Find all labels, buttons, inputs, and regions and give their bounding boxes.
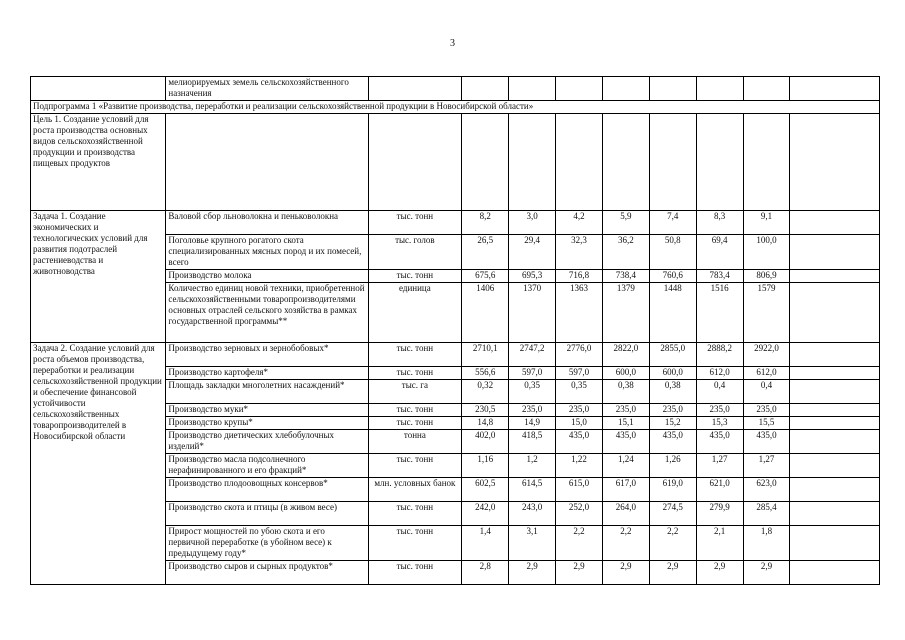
- value-cell: 0,38: [649, 380, 696, 404]
- value-cell: 2,9: [602, 561, 649, 585]
- indicator-cell: Производство муки*: [166, 404, 368, 417]
- value-cell: 69,4: [696, 235, 743, 270]
- value-cell: 2,1: [696, 526, 743, 561]
- value-cell: [509, 114, 556, 211]
- indicator-cell: Количество единиц новой техники, приобретенной сельскохозяйственными товаропроизводителями основных отраслей сельского хозяйства в рамках государственной программы**: [166, 283, 368, 343]
- value-cell: 783,4: [696, 270, 743, 283]
- value-cell: [790, 404, 880, 417]
- value-cell: [602, 77, 649, 101]
- unit-cell: [368, 114, 462, 211]
- value-cell: 5,9: [602, 211, 649, 235]
- value-cell: [790, 211, 880, 235]
- value-cell: 1,26: [649, 454, 696, 478]
- value-cell: 760,6: [649, 270, 696, 283]
- value-cell: 100,0: [743, 235, 790, 270]
- value-cell: 1363: [556, 283, 603, 343]
- value-cell: 435,0: [743, 430, 790, 454]
- value-cell: 2,2: [556, 526, 603, 561]
- value-cell: 0,4: [696, 380, 743, 404]
- value-cell: 235,0: [602, 404, 649, 417]
- value-cell: 235,0: [696, 404, 743, 417]
- value-cell: 619,0: [649, 478, 696, 502]
- value-cell: 675,6: [462, 270, 509, 283]
- indicator-cell: Прирост мощностей по убою скота и его первичной переработке (в убойном весе) к предыдущему году*: [166, 526, 368, 561]
- value-cell: 2,2: [649, 526, 696, 561]
- value-cell: 600,0: [649, 367, 696, 380]
- table-row: [31, 343, 880, 367]
- value-cell: 1516: [696, 283, 743, 343]
- value-cell: [790, 478, 880, 502]
- value-cell: 4,2: [556, 211, 603, 235]
- value-cell: 2855,0: [649, 343, 696, 367]
- value-cell: 600,0: [602, 367, 649, 380]
- value-cell: 1,24: [602, 454, 649, 478]
- value-cell: 50,8: [649, 235, 696, 270]
- value-cell: [649, 77, 696, 101]
- indicator-cell: Производство молока: [166, 270, 368, 283]
- value-cell: 435,0: [649, 430, 696, 454]
- value-cell: [790, 270, 880, 283]
- task-cell: [31, 77, 166, 101]
- indicator-cell: Производство скота и птицы (в живом весе): [166, 502, 368, 526]
- indicator-cell: Площадь закладки многолетних насаждений*: [166, 380, 368, 404]
- table-row: [31, 211, 880, 235]
- unit-cell: тыс. тонн: [368, 526, 462, 561]
- value-cell: 556,6: [462, 367, 509, 380]
- value-cell: 806,9: [743, 270, 790, 283]
- value-cell: 1,8: [743, 526, 790, 561]
- value-cell: 2,2: [602, 526, 649, 561]
- task-cell: Задача 1. Создание экономических и технологических условий для развития подотраслей растениеводства и животноводства: [31, 211, 166, 343]
- task-cell: Задача 2. Создание условий для роста объемов производства, переработки и реализации сельскохозяйственной продукции и обеспечение финансовой устойчивости сельскохозяйственных товаропроизводителей в Новосибирской области: [31, 343, 166, 585]
- indicator-cell: Валовой сбор льноволокна и пеньковолокна: [166, 211, 368, 235]
- indicators-table: [30, 76, 880, 585]
- value-cell: [790, 430, 880, 454]
- value-cell: 8,2: [462, 211, 509, 235]
- value-cell: 0,4: [743, 380, 790, 404]
- unit-cell: тыс. тонн: [368, 561, 462, 585]
- value-cell: [743, 114, 790, 211]
- value-cell: 738,4: [602, 270, 649, 283]
- indicator-cell: Производство крупы*: [166, 417, 368, 430]
- unit-cell: тыс. тонн: [368, 343, 462, 367]
- value-cell: 3,0: [509, 211, 556, 235]
- value-cell: 9,1: [743, 211, 790, 235]
- value-cell: [462, 77, 509, 101]
- unit-cell: тыс. тонн: [368, 454, 462, 478]
- value-cell: [649, 114, 696, 211]
- value-cell: 230,5: [462, 404, 509, 417]
- value-cell: 1379: [602, 283, 649, 343]
- value-cell: [509, 77, 556, 101]
- indicator-cell: Производство картофеля*: [166, 367, 368, 380]
- unit-cell: тыс. га: [368, 380, 462, 404]
- value-cell: 1,27: [743, 454, 790, 478]
- value-cell: [790, 526, 880, 561]
- value-cell: [790, 367, 880, 380]
- value-cell: [696, 77, 743, 101]
- unit-cell: тыс. тонн: [368, 211, 462, 235]
- value-cell: 235,0: [743, 404, 790, 417]
- value-cell: [790, 561, 880, 585]
- value-cell: [790, 343, 880, 367]
- value-cell: 602,5: [462, 478, 509, 502]
- unit-cell: тыс. тонн: [368, 502, 462, 526]
- indicator-cell: Производство плодоовощных консервов*: [166, 478, 368, 502]
- value-cell: 695,3: [509, 270, 556, 283]
- value-cell: 2,9: [696, 561, 743, 585]
- value-cell: 614,5: [509, 478, 556, 502]
- value-cell: 2,9: [509, 561, 556, 585]
- table-row: [31, 114, 880, 211]
- value-cell: 1,27: [696, 454, 743, 478]
- value-cell: 435,0: [696, 430, 743, 454]
- value-cell: 2776,0: [556, 343, 603, 367]
- value-cell: [556, 114, 603, 211]
- unit-cell: тыс. тонн: [368, 417, 462, 430]
- value-cell: [602, 114, 649, 211]
- value-cell: 617,0: [602, 478, 649, 502]
- value-cell: 15,1: [602, 417, 649, 430]
- value-cell: 279,9: [696, 502, 743, 526]
- unit-cell: тыс. тонн: [368, 367, 462, 380]
- value-cell: 7,4: [649, 211, 696, 235]
- value-cell: 2822,0: [602, 343, 649, 367]
- unit-cell: [368, 77, 462, 101]
- value-cell: [790, 114, 880, 211]
- value-cell: [790, 235, 880, 270]
- value-cell: [462, 114, 509, 211]
- value-cell: [790, 77, 880, 101]
- goal-cell: Цель 1. Создание условий для роста производства основных видов сельскохозяйственной продукции и производства пищевых продуктов: [31, 114, 166, 211]
- value-cell: 15,3: [696, 417, 743, 430]
- value-cell: 1,22: [556, 454, 603, 478]
- value-cell: [790, 283, 880, 343]
- unit-cell: тыс. голов: [368, 235, 462, 270]
- value-cell: 1406: [462, 283, 509, 343]
- value-cell: 235,0: [509, 404, 556, 417]
- value-cell: 264,0: [602, 502, 649, 526]
- value-cell: 243,0: [509, 502, 556, 526]
- value-cell: [790, 380, 880, 404]
- value-cell: [790, 502, 880, 526]
- unit-cell: тонна: [368, 430, 462, 454]
- value-cell: 623,0: [743, 478, 790, 502]
- unit-cell: единица: [368, 283, 462, 343]
- value-cell: 32,3: [556, 235, 603, 270]
- indicator-cell: [166, 114, 368, 211]
- value-cell: 2710,1: [462, 343, 509, 367]
- value-cell: 435,0: [556, 430, 603, 454]
- value-cell: 716,8: [556, 270, 603, 283]
- value-cell: 402,0: [462, 430, 509, 454]
- value-cell: 0,35: [509, 380, 556, 404]
- value-cell: [556, 77, 603, 101]
- value-cell: 0,38: [602, 380, 649, 404]
- value-cell: 274,5: [649, 502, 696, 526]
- value-cell: 1,4: [462, 526, 509, 561]
- unit-cell: тыс. тонн: [368, 270, 462, 283]
- value-cell: 621,0: [696, 478, 743, 502]
- value-cell: 1,16: [462, 454, 509, 478]
- value-cell: 2,9: [743, 561, 790, 585]
- value-cell: 2888,2: [696, 343, 743, 367]
- value-cell: 1,2: [509, 454, 556, 478]
- table-row: [31, 77, 880, 101]
- indicator-cell: Производство зерновых и зернобобовых*: [166, 343, 368, 367]
- value-cell: 26,5: [462, 235, 509, 270]
- value-cell: 612,0: [696, 367, 743, 380]
- value-cell: 2747,2: [509, 343, 556, 367]
- value-cell: [696, 114, 743, 211]
- value-cell: 1448: [649, 283, 696, 343]
- value-cell: [790, 454, 880, 478]
- value-cell: 235,0: [649, 404, 696, 417]
- value-cell: 15,0: [556, 417, 603, 430]
- value-cell: 252,0: [556, 502, 603, 526]
- value-cell: 36,2: [602, 235, 649, 270]
- value-cell: 14,9: [509, 417, 556, 430]
- subprogram-title: Подпрограмма 1 «Развитие производства, переработки и реализации сельскохозяйственной продукции в Новосибирской области»: [31, 101, 880, 114]
- value-cell: 29,4: [509, 235, 556, 270]
- value-cell: 0,35: [556, 380, 603, 404]
- value-cell: 612,0: [743, 367, 790, 380]
- indicator-cell: Производство сыров и сырных продуктов*: [166, 561, 368, 585]
- value-cell: 15,2: [649, 417, 696, 430]
- value-cell: 597,0: [556, 367, 603, 380]
- value-cell: 285,4: [743, 502, 790, 526]
- value-cell: 2,9: [556, 561, 603, 585]
- value-cell: 242,0: [462, 502, 509, 526]
- value-cell: 8,3: [696, 211, 743, 235]
- value-cell: 14,8: [462, 417, 509, 430]
- value-cell: 418,5: [509, 430, 556, 454]
- indicator-cell: мелиорируемых земель сельскохозяйственного назначения: [166, 77, 368, 101]
- value-cell: 1370: [509, 283, 556, 343]
- value-cell: 1579: [743, 283, 790, 343]
- value-cell: 235,0: [556, 404, 603, 417]
- value-cell: 2922,0: [743, 343, 790, 367]
- value-cell: [743, 77, 790, 101]
- value-cell: 2,9: [649, 561, 696, 585]
- value-cell: 15,5: [743, 417, 790, 430]
- table-row: [31, 101, 880, 114]
- value-cell: 615,0: [556, 478, 603, 502]
- value-cell: 3,1: [509, 526, 556, 561]
- indicator-cell: Производство масла подсолнечного нерафинированного и его фракций*: [166, 454, 368, 478]
- value-cell: 2,8: [462, 561, 509, 585]
- value-cell: 0,32: [462, 380, 509, 404]
- page-number: 3: [450, 38, 455, 49]
- value-cell: 435,0: [602, 430, 649, 454]
- indicator-cell: Поголовье крупного рогатого скота специализированных мясных пород и их помесей, всего: [166, 235, 368, 270]
- indicator-cell: Производство диетических хлебобулочных изделий*: [166, 430, 368, 454]
- unit-cell: млн. условных банок: [368, 478, 462, 502]
- unit-cell: тыс. тонн: [368, 404, 462, 417]
- value-cell: [790, 417, 880, 430]
- value-cell: 597,0: [509, 367, 556, 380]
